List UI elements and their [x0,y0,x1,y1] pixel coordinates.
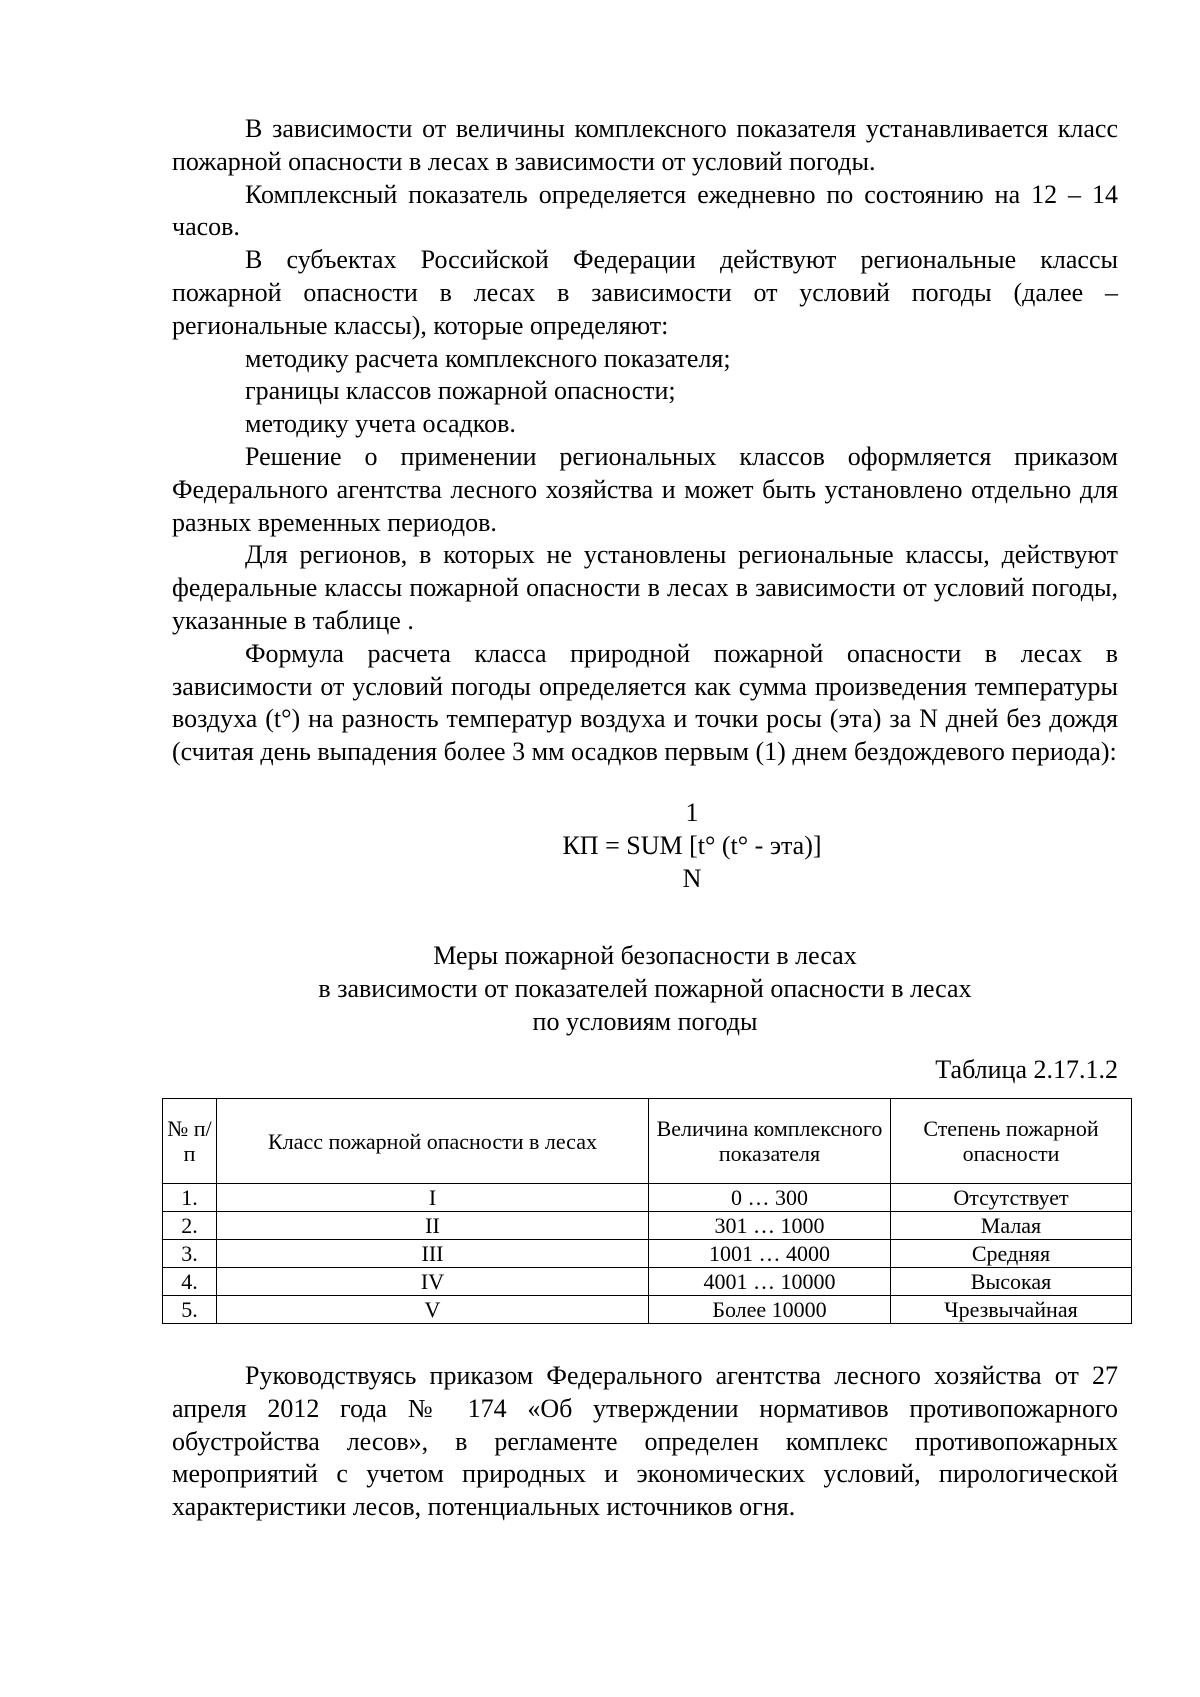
table-row [163,1268,1132,1296]
cell-index-value: 4001 … 10000 [649,1268,891,1296]
cell-danger-degree: Средняя [891,1240,1132,1268]
cell-number: 2. [163,1212,217,1240]
cell-index-value: 0 … 300 [649,1184,891,1212]
cell-danger-degree: Малая [891,1212,1132,1240]
list-item: методику учета осадков. [245,409,516,439]
cell-index-value: 1001 … 4000 [649,1240,891,1268]
formula-main: КП = SUM [t° (t° - эта)] [562,831,822,860]
formula-numerator: 1 [685,798,699,827]
header-danger-degree: Степень пожарной опасности [891,1099,1132,1184]
cell-class: IV [217,1268,649,1296]
table-number: Таблица 2.17.1.2 [935,1055,1118,1084]
cell-index-value: 301 … 1000 [649,1212,891,1240]
header-index-value: Величина комплексного показателя [649,1099,891,1184]
header-number: № п/п [163,1099,217,1184]
paragraph: В зависимости от величины комплексного показателя устанавливается класс пожарной опасности в лесах в зависимости от условий погоды. [172,114,1118,176]
table-header-row [163,1099,1132,1184]
table-row [163,1212,1132,1240]
paragraph: Для регионов, в которых не установлены региональные классы, действуют федеральные классы пожарной опасности в лесах в зависимости от условий погоды, указанные в таблице . [172,540,1118,635]
cell-class: III [217,1240,649,1268]
table-title-line: по условиям погоды [532,1006,758,1036]
closing-text [172,1360,1118,1524]
table-title-line: Меры пожарной безопасности в лесах [433,941,857,970]
cell-class: I [217,1184,649,1212]
paragraph: В субъектах Российской Федерации действуют региональные классы пожарной опасности в лесах в зависимости от условий погоды (далее – региональные классы), которые определяют: [172,245,1118,340]
cell-number: 1. [163,1184,217,1212]
fire-danger-table [162,1098,1132,1324]
cell-danger-degree: Высокая [891,1268,1132,1296]
list-item: методику расчета комплексного показателя; [245,343,731,373]
list-item: границы классов пожарной опасности; [245,376,676,406]
paragraph: Формула расчета класса природной пожарной опасности в лесах в зависимости от условий погоды определяется как сумма произведения температуры воздуха (t°) на разность температур воздуха и точки росы (эта) за N дней без дождя (считая день выпадения более 3 мм осадков первым (1) днем бездождевого периода): [172,638,1118,767]
cell-number: 5. [163,1296,217,1324]
table-row [163,1240,1132,1268]
header-class: Класс пожарной опасности в лесах [217,1099,649,1184]
paragraph: Комплексный показатель определяется ежедневно по состоянию на 12 – 14 часов. [172,179,1118,242]
table-title [172,940,1118,1038]
formula-denominator: N [682,864,702,893]
cell-danger-degree: Отсутствует [891,1184,1132,1212]
table-title-line: в зависимости от показателей пожарной опасности в лесах [318,973,972,1003]
cell-class: V [217,1296,649,1324]
cell-index-value: Более 10000 [649,1296,891,1324]
cell-class: II [217,1212,649,1240]
table-row [163,1296,1132,1324]
paragraph: Решение о применении региональных классов оформляется приказом Федерального агентства лесного хозяйства и может быть установлено отдельно для разных временных периодов. [172,441,1118,537]
cell-danger-degree: Чрезвычайная [891,1296,1132,1324]
body-text [172,113,1118,769]
cell-number: 3. [163,1240,217,1268]
paragraph: Руководствуясь приказом Федерального агентства лесного хозяйства от 27 апреля 2012 года № 174 «Об утверждении нормативов противопожарного обустройства лесов», в регламенте определен комплекс противопожарных мероприятий с учетом природных и экономических условий, пирологической характеристики лесов, потенциальных источников огня. [172,1361,1118,1522]
cell-number: 4. [163,1268,217,1296]
table-row [163,1184,1132,1212]
